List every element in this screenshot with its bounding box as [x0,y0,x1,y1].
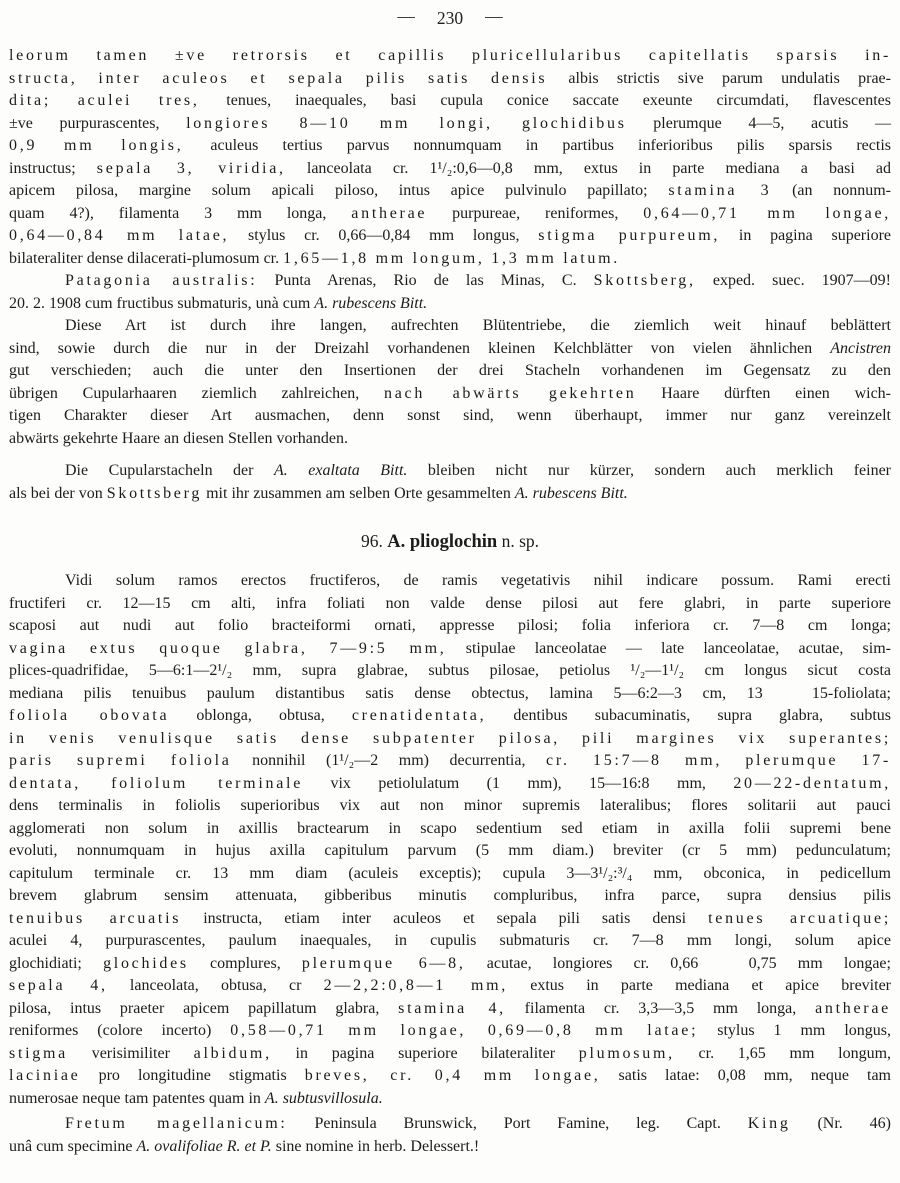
text-segment: brevem glabrum sensim attenuata, gibberibus minutis compluribus, infra parce, supra densius pilis [9,887,891,904]
text-line [9,728,891,751]
text-segment: n. sp. [497,531,540,551]
text-segment: Skottsberg [106,484,203,502]
text-segment: numerosae neque tam patentes quam in [9,1089,265,1107]
text-segment: pilosa, intus praeter apicem papillatum glabra, [9,999,399,1017]
text-segment: plumosum, [578,1044,675,1062]
text-segment: als bei der von [9,484,107,502]
text-line [9,818,891,841]
text-segment: bleiben nicht nur kürzer, sondern auch merklich feiner [407,462,892,479]
text-line [9,570,891,593]
text-line [9,1065,891,1088]
text-segment: albidum, [193,1044,272,1062]
text-segment: gut verschieden; auch die unter den Insertionen der drei Stacheln vorhandenen im Gegensatz zu den [9,362,891,379]
text-segment: (Nr. 46) [790,1115,892,1132]
text-segment: acutae, longiores cr. 0,66 0,75 mm longae; [465,954,891,972]
text-line [9,705,891,728]
text-line [9,293,891,316]
text-segment: stamina 4, [398,999,506,1017]
text-segment: glochidiati; [9,954,104,972]
text-line [9,750,891,773]
text-segment: agglomerati non solum in axillis bractearum in scapo sedentium sed etiam in axilla folii supremi bene [9,819,891,837]
text-segment: Ancistren [830,339,891,357]
text-line [9,908,891,931]
text-line [9,248,891,271]
text-segment: antherae [351,204,428,222]
header-left-dash: — [397,6,415,26]
text-segment: extus in parte mediana et apice breviter [508,977,892,994]
text-line [9,135,891,158]
text-line [9,998,891,1021]
text-segment: unâ cum specimine [9,1137,137,1155]
text-segment: stamina 3 [668,182,772,199]
text-line [9,158,891,181]
text-segment: foliola obovata [9,707,170,724]
text-segment: Peninsula Brunswick, Port Famine, leg. Capt. [287,1115,748,1132]
text-line [9,45,891,68]
text-segment: breves, cr. 0,4 mm longae, [304,1067,601,1084]
paragraph [9,45,891,270]
text-line [9,773,891,796]
text-segment: vagina extus quoque glabra, 7—9:5 mm, [9,639,447,657]
text-line [9,270,891,293]
text-line [9,113,891,136]
text-line [9,795,891,818]
text-segment: plerumque 4—5, acutis — [626,114,891,132]
text-line [9,1136,891,1159]
text-line [9,180,891,203]
text-line [9,638,891,661]
text-segment: sepala 4, [9,977,108,994]
text-line [9,1043,891,1066]
text-segment: aculei 4, purpurascentes, paulum inaequales, in cupulis submaturis cr. 7—8 mm longi, solum apice [9,932,891,949]
text-segment: stipulae lanceolatae — late lanceolatae, acutae, sim- [446,639,892,657]
text-segment: 20—22-dentatum, [733,774,891,792]
text-line [9,68,891,91]
paragraph [9,1113,891,1158]
text-segment: Vidi solum ramos erectos fructiferos, de ramis vegetativis nihil indicare possum. Rami erecti [65,572,891,589]
text-line [9,615,891,638]
text-segment: A. rubescens Bitt. [314,294,428,312]
text-segment: paris supremi foliola [9,752,232,769]
text-segment: cr. 1,65 mm longum, [674,1044,892,1062]
text-segment: 96. [360,531,388,551]
text-line [9,203,891,226]
text-segment: sind, sowie durch die nur in der Dreizahl vorhandenen kleinen Kelchblätter von vielen ähnlichen [9,339,831,357]
text-segment: stigma [9,1044,68,1062]
text-segment: in pagina superiore bilateraliter [271,1044,579,1062]
text-segment: stylus 1 mm longus, [698,1022,892,1039]
text-line [9,1020,891,1043]
text-segment: scaposi aut nudi aut folio bracteiformi ornati, appresse pilosi; folia inferiora cr. 7—8 cm longa; [9,617,891,634]
text-segment: 0,64—0,84 mm latae, [9,227,230,244]
text-line [9,360,891,383]
text-segment: lanceolata cr. 1¹/₂:0,6—0,8 mm, extus in parte mediana a basi ad [285,159,892,177]
text-line [9,315,891,338]
text-segment: dentata, foliolum terminale [9,774,304,792]
text-segment: A. exaltata Bitt. [273,462,408,479]
text-segment: lanceolata, obtusa, cr [107,977,324,994]
text-segment: nonnihil (1¹/₂—2 mm) decurrentia, [231,752,547,769]
text-segment: dentibus subacuminatis, supra glabra, subtus [486,707,891,724]
paragraph [9,460,891,505]
species-heading [9,531,891,553]
text-line [9,863,891,886]
text-line [9,483,891,506]
text-segment: instructus; [9,159,97,177]
page-number: 230 [436,8,464,28]
text-segment: übrigen Cupularhaaren ziemlich zahlreichen, [9,384,384,402]
text-segment: King [747,1115,791,1132]
text-segment: Diese Art ist durch ihre langen, aufrechten Blütentriebe, die ziemlich weit hinauf beblättert [65,317,891,334]
text-segment: capitulum terminale cr. 13 mm diam (aculeis exceptis); cupula 3—3¹/₂:³/₄ mm, obconica, in pedicellum [9,864,891,882]
text-segment: vix petiolulatum (1 mm), 15—16:8 mm, [303,774,734,792]
text-segment: instructa, etiam inter aculeos et sepala pili satis densi [181,909,709,927]
text-line [9,225,891,248]
text-segment: A. plioglochin [387,532,498,552]
text-segment: evoluti, nonnumquam in hujus axilla capitulum parvum (5 mm diam.) breviter (cr 5 mm) pedunculatum; [9,842,891,859]
text-line [9,460,891,483]
text-segment: crenatidentata, [351,707,487,724]
header-right-dash: — [485,6,503,26]
text-segment: reniformes (colore incerto) [9,1022,231,1039]
text-segment: tenues arcuatique; [708,909,891,927]
text-segment: stylus cr. 0,66—0,84 mm longus, [229,227,539,244]
text-segment: in pagina superiore [720,227,892,244]
text-segment: plices-quadrifidae, 5—6:1—2¹/₂ mm, supra glabrae, subtus pilosae, petiolus ¹/₂—1¹/₂ cm longus sicut costa [9,662,891,679]
text-segment: leorum tamen ±ve retrorsis et capillis pluricellularibus capitellatis sparsis in- [9,47,891,64]
text-segment: glochides [103,954,189,972]
text-segment: dens terminalis in foliolis superioribus vix aut non minor supremis lateralibus; flores solitarii aut pauci [9,797,891,814]
text-segment: 0,9 mm longis, [9,137,211,154]
text-segment: Skottsberg, [593,272,696,289]
text-segment: aculeus tertius parvus nonnumquam in partibus inferioribus pilis sparsis rectis [210,137,891,154]
text-line [9,428,891,451]
text-segment: nach abwärts gekehrten [383,384,637,402]
text-segment: 20. 2. 1908 cum fructibus submaturis, unà cum [9,294,315,312]
text-segment: sepala 3, viridia, [96,159,286,177]
text-segment: 0,64—0,71 mm longae, [643,204,892,222]
text-segment: plerumque 6—8, [301,954,466,972]
text-segment: (an nonnum- [771,182,892,199]
text-line [9,405,891,428]
text-line [9,90,891,113]
text-segment: oblonga, obtusa, [169,707,352,724]
text-segment: tigen Charakter dieser Art ausmachen, denn sonst sind, wenn überhaupt, immer nur ganz vereinzelt [9,407,891,424]
text-segment: 1,65—1,8 mm longum, 1,3 mm latum. [283,249,620,267]
text-segment: A. subtusvillosula. [264,1089,383,1107]
text-segment: Die Cupularstacheln der [65,462,274,479]
text-segment: laciniae [9,1067,81,1084]
text-segment: longiores 8—10 mm longi, glochidibus [186,114,627,132]
text-segment: antherae [815,999,892,1017]
text-line [9,885,891,908]
text-segment: complures, [188,954,302,972]
paragraph [9,270,891,315]
text-segment: sine nomine in herb. Delessert.! [271,1137,480,1155]
text-segment: tenues, inaequales, basi cupula conice saccate exeunte circumdati, flavescentes [226,92,891,109]
text-segment: bilateraliter dense dilacerati-plumosum cr. [9,249,284,267]
text-segment: A. rubescens Bitt. [514,484,628,502]
text-segment: 2—2,2:0,8—1 mm, [323,977,508,994]
text-line [9,840,891,863]
text-segment: verisimiliter [67,1044,194,1062]
text-segment: Patagonia australis: [65,272,258,289]
text-segment: mit ihr zusammen am selben Orte gesammelten [202,484,515,502]
text-segment: exped. suec. 1907—09! [695,272,891,289]
text-segment: fructiferi cr. 12—15 cm alti, infra foliati non valde dense pilosi aut fere glabri, in parte superiore [9,594,891,612]
text-line [9,930,891,953]
text-segment: albis strictis sive parum undulatis prae- [568,69,891,87]
page-body [9,45,891,1158]
text-line [9,975,891,998]
text-line [9,1088,891,1111]
text-segment: Haare dürften einen wich- [636,384,891,402]
text-segment: structa, inter aculeos et sepala pilis satis densis [9,69,569,87]
text-segment: Punta Arenas, Rio de las Minas, C. [257,272,594,289]
text-line [9,1113,891,1136]
text-segment: dita; aculei tres, [9,92,227,109]
text-segment: pro longitudine stigmatis [80,1067,305,1084]
text-segment: 0,58—0,71 mm longae, 0,69—0,8 mm latae; [230,1022,699,1039]
text-segment: abwärts gekehrte Haare an diesen Stellen vorhanden. [9,429,348,447]
text-segment: satis latae: 0,08 mm, neque tam [600,1067,891,1084]
text-line [9,683,891,706]
text-segment: stigma purpureum, [538,227,721,244]
text-segment: A. ovalifoliae R. et P. [136,1137,272,1155]
text-line [9,338,891,361]
text-line [9,953,891,976]
text-segment: filamenta cr. 3,3—3,5 mm longa, [505,999,816,1017]
paragraph [9,570,891,1110]
text-segment: ±ve purpurascentes, [9,114,187,132]
text-line [9,593,891,616]
text-line [9,660,891,683]
text-line [9,383,891,406]
paragraph [9,315,891,450]
text-segment: in venis venulisque satis dense subpatenter pilosa, pili margines vix superantes; [9,729,891,747]
page-number-header [9,8,891,29]
text-segment: tenuibus arcuatis [9,909,182,927]
text-segment: cr. 15:7—8 mm, plerumque 17- [546,752,891,769]
text-segment: purpureae, reniformes, [427,204,644,222]
text-segment: quam 4?), filamenta 3 mm longa, [9,204,352,222]
text-segment: Fretum magellanicum: [65,1115,288,1132]
text-segment: apicem pilosa, margine solum apicali piloso, intus apice pulvinulo papillato; [9,182,669,199]
text-segment: mediana pilis tenuibus paulum distantibus satis dense obtectus, lamina 5—6:2—3 cm, 13 15-foliolata; [9,684,891,702]
